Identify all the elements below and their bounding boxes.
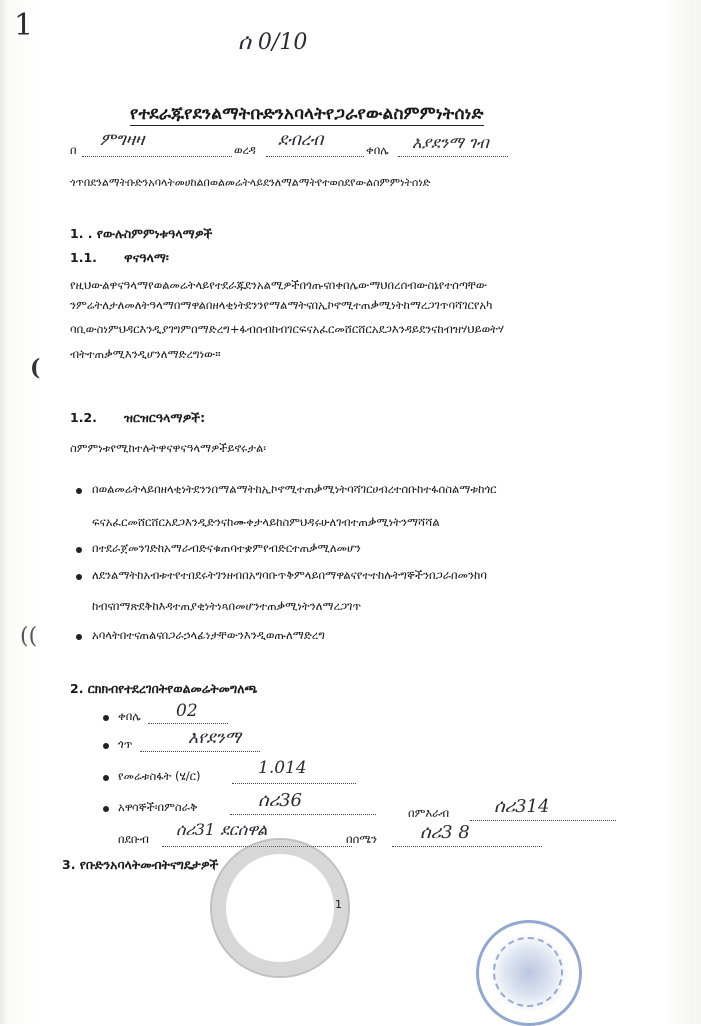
blue-seal-inner-ring bbox=[493, 937, 563, 1007]
field-dotline bbox=[232, 783, 356, 784]
margin-mark-cc: (( bbox=[20, 624, 38, 649]
handwritten-ref: ሰ 0/10 bbox=[238, 30, 308, 55]
woreda-handwritten: ደብረብ bbox=[278, 130, 324, 150]
bullet-dot bbox=[103, 743, 109, 749]
south-label: በደቡብ bbox=[118, 832, 149, 846]
kebele-handwritten: ምግዛዛ bbox=[100, 130, 145, 150]
section1-2-number: 1.2. bbox=[70, 410, 97, 425]
section1-1-number: 1.1. bbox=[70, 250, 97, 265]
paragraph-line: ብትተጠቃሚእንዲሆንለማድረግነው። bbox=[70, 347, 221, 361]
kebele-dotline bbox=[82, 156, 232, 157]
kebele-label: ቀበሌ bbox=[366, 143, 389, 157]
field-value: ሰሪ36 bbox=[258, 790, 303, 811]
west-dotline bbox=[470, 820, 616, 821]
kebele2-handwritten: እያደንማ ገብ bbox=[412, 133, 489, 152]
bullet-dot bbox=[103, 775, 109, 781]
field-dotline bbox=[140, 751, 260, 752]
bullet-text: ለደንልማትከአብቱተየተበደሩትገንዘብበአግባቡጥቅምላይበማዋልናየተተከሉትግኞችንበጋራበመንከባ bbox=[92, 568, 487, 582]
paragraph-line: ንምሬትለታለመለትዓላማበማዋልበዘላቂነትደንንየማልማትናበኢኮኖሚተጠቃሚነትከማረጋገጥባሻገርየአካ bbox=[70, 298, 493, 312]
bullet-text: በወልመሬትላይበዘላቂነትደንንበማልማትከኢኮኖሚተጠቃሚነትባሻገርሀብረተሰቡከተፋሰስልማቱከጎር bbox=[92, 482, 497, 496]
gray-stamp bbox=[210, 838, 350, 978]
corner-mark: 1 bbox=[14, 8, 34, 43]
section3-heading: 3. የቡድንአባላትመብትናግዴታዎች bbox=[62, 857, 219, 872]
field-label: ጎጥ bbox=[118, 737, 133, 751]
subtitle-line: ጎጥበደንልማትቡድንአባላትመሀከልበወልመሬትላይደንለማልማትየተወሰደየውልስምምነትሰነድ bbox=[70, 176, 431, 189]
section1-heading: 1. . የውሉስምምነቱዓላማዎች bbox=[70, 226, 213, 241]
field-value: እየደንማ bbox=[188, 728, 241, 748]
field-label: ቀበሌ bbox=[118, 709, 141, 723]
section1-2-intro: ስምምነቱየሚከተሉትዋናዋናዓላማዎችይኖሩታል፡ bbox=[70, 441, 266, 455]
north-value: ሰሪ3 8 bbox=[420, 822, 470, 843]
field-dotline bbox=[148, 723, 228, 724]
bullet-dot bbox=[76, 547, 82, 553]
blue-seal bbox=[476, 920, 582, 1026]
field-label: የመሬቱስፋት (ሄ/ር) bbox=[118, 769, 201, 783]
west-label: በምእራብ bbox=[408, 806, 450, 820]
section2-heading: 2. ርክክብየተደረገበትየወልመሬትመግለጫ bbox=[70, 681, 258, 696]
bullet-dot bbox=[103, 806, 109, 812]
field-value: 1.014 bbox=[258, 758, 307, 778]
south-value: ሰሪ31 ደርሰዋል bbox=[176, 820, 268, 839]
margin-mark-c: ( bbox=[30, 355, 41, 381]
field-dotline bbox=[230, 814, 376, 815]
document-title: የተደራጁየደንልማትቡድንአባላትየጋራየውልስምምነትሰነድ bbox=[130, 104, 484, 124]
page-number: 1 bbox=[335, 898, 342, 911]
bullet-text: ፍናአፈርመሸርሸርአደጋእንዲድንናከሙቀታላይከስምህዳሩሁለገብተጠቃሚነትንማሻሻል bbox=[92, 515, 440, 529]
bullet-dot bbox=[76, 488, 82, 494]
bullet-text: በተደራጀመንገድከአማራብድናቁጠባተቋምየብድርተጠቃሚለመሆን bbox=[92, 541, 361, 555]
woreda-label: ወረዳ bbox=[234, 143, 256, 157]
bullet-text: ከብናበማጽደቅከእዳተጠያቂነትነጻበመሆንተጠቃሚነትንለማረጋገጥ bbox=[92, 599, 362, 613]
woreda-dotline bbox=[266, 156, 364, 157]
section1-2-label: ዝርዝርዓላማዎች: bbox=[124, 410, 206, 425]
north-label: በሰሜን bbox=[346, 832, 378, 846]
kebele-prefix: በ bbox=[70, 143, 77, 157]
paragraph-line: የዚህውልዋናዓላማየወልመሬትላይየተደራጁደንአልሚዎችበጎጡናበቀበሌውማህበረሰብውስኔየተሰጣቸው bbox=[70, 278, 487, 292]
kebele2-dotline bbox=[398, 156, 508, 157]
field-value: 02 bbox=[176, 701, 198, 721]
bullet-dot bbox=[103, 715, 109, 721]
section1-1-label: ዋናዓላማ፡ bbox=[124, 250, 169, 265]
bullet-dot bbox=[76, 634, 82, 640]
paragraph-line: ባቢውስነምህዳርእንዲያገግምበማድረግ+ፋብሰብከብገርፍናአፈርመሸርሸርአደጋእንዳይደንናከብዝሃህይወትሃ bbox=[70, 322, 505, 336]
north-dotline bbox=[392, 846, 542, 847]
bullet-dot bbox=[76, 574, 82, 580]
bullet-text: አባላትበተናጠልናበጋራኃላፊነታቸውንእንዲወጡለማድረግ bbox=[92, 628, 325, 642]
west-value: ሰሪ314 bbox=[494, 796, 550, 817]
field-label: አዋሳኞች፡በምስራቅ bbox=[118, 800, 198, 814]
